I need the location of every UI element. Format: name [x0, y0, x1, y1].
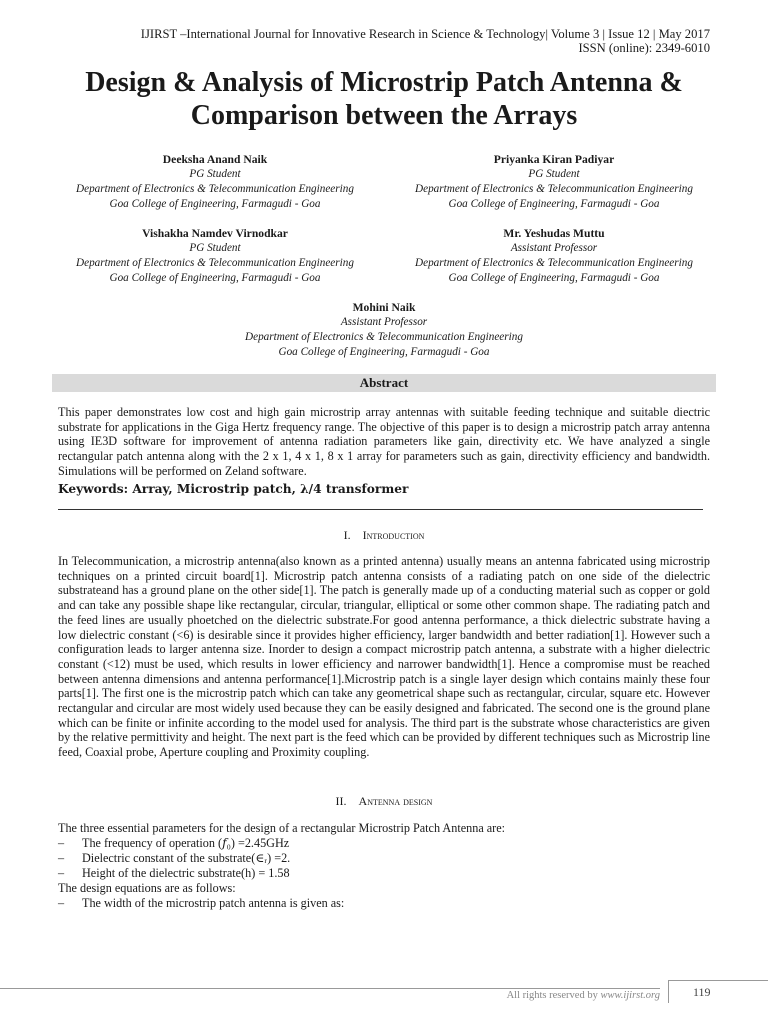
- author-department: Department of Electronics & Telecommunication Engineering: [76, 257, 354, 269]
- author-block: [393, 152, 715, 212]
- keywords: Keywords: Array, Microstrip patch, λ/4 transformer: [58, 482, 409, 496]
- equations-intro: The design equations are as follows:: [58, 881, 236, 895]
- footer-rights: [507, 990, 660, 1001]
- issn: ISSN (online): 2349-6010: [578, 41, 710, 55]
- author-college: Goa College of Engineering, Farmagudi - Goa: [278, 346, 490, 358]
- list-item-text: The width of the microstrip patch antenna is given as:: [82, 896, 345, 910]
- author-block: [174, 300, 594, 360]
- author-department: Department of Electronics & Telecommunication Engineering: [415, 257, 693, 269]
- footer-rights-text: All rights reserved by: [506, 990, 601, 1001]
- title-line-2: Comparison between the Arrays: [190, 100, 578, 131]
- list-dash: –: [58, 866, 65, 880]
- author-department: Department of Electronics & Telecommunication Engineering: [415, 183, 693, 195]
- list-item: [58, 866, 290, 881]
- author-name: Vishakha Namdev Virnodkar: [142, 227, 288, 240]
- author-department: Department of Electronics & Telecommunication Engineering: [76, 183, 354, 195]
- list-item-text: The frequency of operation (𝑓₀) =2.45GHz: [82, 836, 290, 850]
- list-item: [58, 851, 290, 866]
- author-role: Assistant Professor: [510, 242, 598, 254]
- paper-title: [40, 66, 728, 132]
- introduction-text: In Telecommunication, a microstrip antenna(also known as a printed antenna) usually means an antenna fabricated using microstrip techniques on a printed circuit board[1]. Microstrip patch antenna consists of a radiating patch on one side of the dielectric substrateand has a ground plane on the other side[1]. The patch is generally made up of a conducting material such as copper or gold and can take any possible shape like rectangular, circular, triangular, elliptical or some other common shape. The radiating patch and the feed lines are usually phoetched on the dielectric substrate.For good antenna performance, a thick dielectric substrate having a low dielectric constant (<6) is desirable since it provides higher efficiency, larger bandwidth and better radiation[1]. However such a configuration leads to larger antenna size. Inorder to design a compact microstrip patch antenna, a substrate with a higher dielectric constant (<12) must be used, which results in lower efficiency and narrower bandwidth[1]. Hence a compromise must be reached between antenna dimensions and antenna performance[1].Microstrip patch is a single layer design which contains mainly these four parts[1]. The first one is the microstrip patch which can take any geometrical shape such as rectangular, circular, square etc. However rectangular and circular are most widely used because they can be easily designed and fabricated. The second one is the ground plane which can be finite or infinite according to the model used for analysis. The third part is the substrate whose characteristics are given by the relative permittivity and height. The next part is the feed which can be provided by different techniques such as Microstrip line feed, Coaxial probe, Aperture coupling and Proximity coupling.: [58, 554, 710, 760]
- abstract-heading: Abstract: [52, 374, 716, 392]
- author-block: [393, 226, 715, 286]
- list-dash: –: [58, 851, 65, 865]
- section-number: II.: [335, 794, 347, 808]
- page-number: 119: [693, 985, 711, 999]
- divider-rule: [58, 509, 703, 510]
- author-college: Goa College of Engineering, Farmagudi - Goa: [448, 198, 660, 210]
- list-item-text: Dielectric constant of the substrate(∈ᵣ) =2.: [82, 851, 291, 865]
- author-role: Assistant Professor: [340, 316, 428, 328]
- list-dash: –: [58, 836, 65, 850]
- footer-url: www.ijirst.org: [600, 990, 660, 1001]
- design-intro: The three essential parameters for the design of a rectangular Microstrip Patch Antenna are:: [58, 821, 506, 835]
- author-department: Department of Electronics & Telecommunication Engineering: [245, 331, 523, 343]
- author-role: PG Student: [189, 168, 241, 180]
- author-role: PG Student: [189, 242, 241, 254]
- author-block: [55, 152, 375, 212]
- section-number: I.: [343, 528, 351, 542]
- author-college: Goa College of Engineering, Farmagudi - Goa: [109, 198, 321, 210]
- author-role: PG Student: [528, 168, 580, 180]
- author-name: Mohini Naik: [352, 301, 416, 314]
- author-block: [55, 226, 375, 286]
- section-title: Introduction: [362, 528, 425, 542]
- author-name: Mr. Yeshudas Muttu: [503, 227, 605, 240]
- footer-rule-tail: [732, 980, 768, 981]
- list-dash: –: [58, 896, 65, 910]
- journal-header: [141, 27, 710, 55]
- title-line-1: Design & Analysis of Microstrip Patch Antenna &: [85, 67, 683, 98]
- list-item: [58, 896, 344, 911]
- section-title: Antenna design: [358, 794, 433, 808]
- journal-name: IJIRST –International Journal for Innovative Research in Science & Technology| Volume 3 | Issue 12 | May 2017: [140, 27, 710, 41]
- list-item: [58, 836, 289, 851]
- author-name: Deeksha Anand Naik: [162, 153, 268, 166]
- author-college: Goa College of Engineering, Farmagudi - Goa: [109, 272, 321, 284]
- author-college: Goa College of Engineering, Farmagudi - Goa: [448, 272, 660, 284]
- section-heading-antenna-design: [58, 794, 710, 809]
- footer-rule: [0, 988, 660, 989]
- list-item-text: Height of the dielectric substrate(h) = 1.58: [82, 866, 290, 880]
- author-name: Priyanka Kiran Padiyar: [493, 153, 615, 166]
- abstract-text: This paper demonstrates low cost and high gain microstrip array antennas with suitable feeding technique and suitable diectric substrate for applications in the Giga Hertz frequency range. The objective of this paper is to design a microstrip patch array antenna using IE3D software for improvement of antenna radiation parameters like gain, directivity etc. We have analyzed a single rectangular patch antenna along with the 2 x 1, 4 x 1, 8 x 1 array for parameters such as gain, directivity efficiency and bandwidth. Simulations will be performed on Zeland software.: [58, 405, 710, 478]
- section-heading-introduction: [58, 528, 710, 543]
